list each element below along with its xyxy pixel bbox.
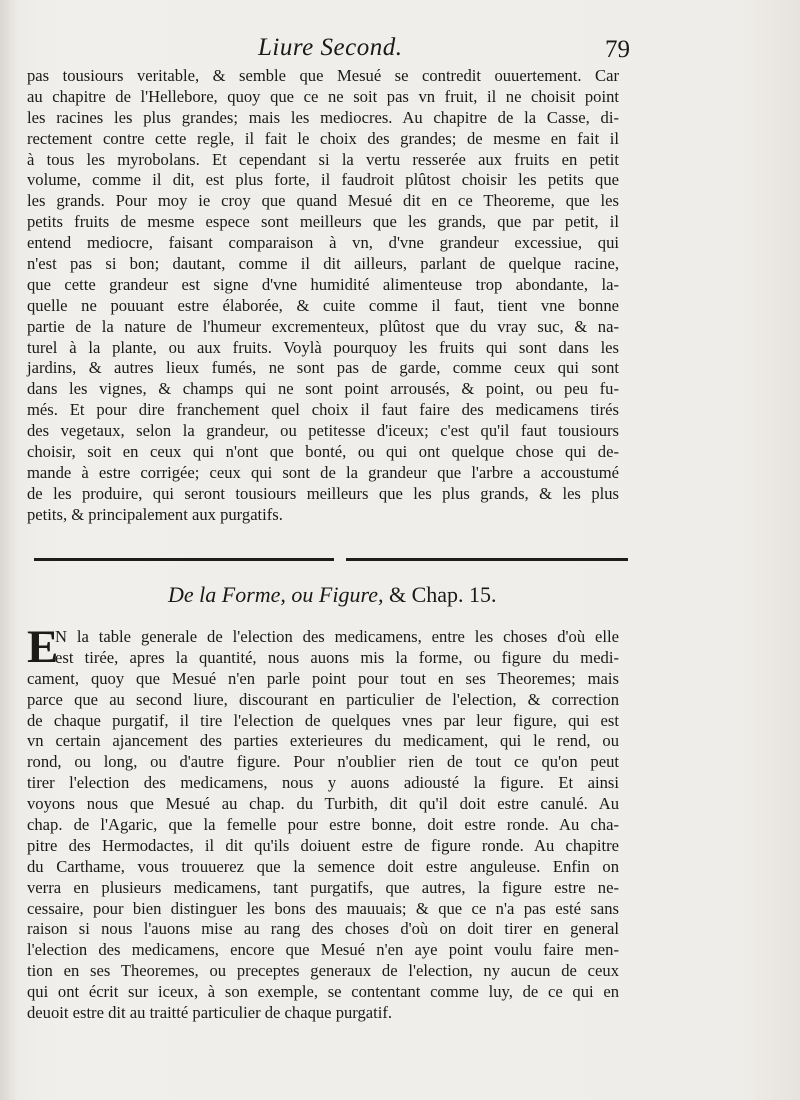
text-line: de les produire, qui seront tousiours meilleurs que les plus grands, & les plus xyxy=(27,483,619,503)
text-line: du Carthame, vous trouuerez que la semence doit estre anguleuse. Enfin on xyxy=(27,856,619,876)
text-line: partie de la nature de l'humeur excrementeux, plûtost que du vray suc, & na- xyxy=(27,316,619,336)
text-line: qui ont écrit sur iceux, à son exemple, se contentant comme luy, de ce qui en xyxy=(27,982,619,1002)
text-line: les racines les plus grandes; mais les mediocres. Au chapitre de la Casse, di- xyxy=(27,107,619,127)
text-line: de chaque purgatif, il tire l'election de quelques vnes par leur figure, qui est xyxy=(27,710,619,730)
text-line: tion en ses Theoremes, ou preceptes generaux de l'election, ny aucun de ceux xyxy=(27,961,619,981)
text-line: parce que au second liure, discourant en particulier de l'election, & correction xyxy=(27,689,619,709)
page-number: 79 xyxy=(605,36,630,63)
text-line: mande à estre corrigée; ceux qui sont de la grandeur que l'arbre a accoustumé xyxy=(27,462,619,482)
text-line: rectement contre cette regle, il fait le choix des grandes; de mesme en fait il xyxy=(27,128,619,148)
text-line: que cette grandeur est signe d'vne humidité alimenteuse trop abondante, la- xyxy=(27,274,619,294)
text-line: des vegetaux, selon la grandeur, ou petitesse d'iceux; c'est qu'il faut tousiours xyxy=(27,421,619,441)
text-line: entend mediocre, faisant comparaison à vn, d'vne grandeur excessiue, qui xyxy=(27,233,619,253)
text-line: turel à la plante, ou aux fruits. Voylà pourquoy les fruits qui sont dans les xyxy=(27,337,619,357)
section-rule-right xyxy=(346,558,628,561)
chapter-heading xyxy=(168,582,497,608)
text-line: à tous les myrobolans. Et cependant si la vertu resserée aux fruits en petit xyxy=(27,149,619,169)
text-line: chap. de l'Agaric, que la femelle pour estre bonne, doit estre ronde. Au cha- xyxy=(27,815,619,835)
text-line: quelle ne pouuant estre élaborée, & cuite comme il faut, tient vne bonne xyxy=(27,295,619,315)
text-line: raison si nous l'auons mise au rang des choses d'où on doit tirer en general xyxy=(27,919,619,939)
text-line: jardins, & autres lieux fumés, ne sont pas de garde, comme ceux qui sont xyxy=(27,358,619,378)
paragraph-continued xyxy=(27,66,619,526)
text-line: l'election des medicamens, encore que Mesué n'en aye point voulu faire men- xyxy=(27,940,619,960)
text-line: verra en plusieurs medicamens, tant purgatifs, que autres, la figure estre ne- xyxy=(27,877,619,897)
text-line: choisir, soit en ceux qui n'ont que bonté, ou qui ont quelque chose qui de- xyxy=(27,442,619,462)
text-line: au chapitre de l'Hellebore, quoy que ce ne soit pas vn fruit, il ne choisit point xyxy=(27,86,619,106)
text-line: pas tousiours veritable, & semble que Mesué se contredit ouuertement. Car xyxy=(27,66,619,85)
text-line: pitre des Hermodactes, il dit qu'ils doiuent estre de figure ronde. Au chapitre xyxy=(27,835,619,855)
text-line: cament, quoy que Mesué n'en parle point pour tout en ses Theoremes; mais xyxy=(27,668,619,688)
text-line: n'est pas si bon; dautant, comme il dit ailleurs, parlant de quelque racine, xyxy=(27,254,619,274)
text-line: petits fruits de mesme espece sont meilleurs que les grands, que par petit, il xyxy=(27,212,619,232)
text-line: vn certain ajancement des parties exterieures du medicament, qui le rend, ou xyxy=(27,731,619,751)
text-line: rond, ou long, ou d'autre figure. Pour n'oublier rien de tout ce qu'on peut xyxy=(27,752,619,772)
text-line: cessaire, pour bien distinguer les bons des mauuais; & que ce n'a pas esté sans xyxy=(27,898,619,918)
chapter-heading-italic: De la Forme, ou Figure, xyxy=(168,582,384,607)
section-rule-left xyxy=(34,558,334,561)
text-line: voyons nous que Mesué au chap. du Turbith, dit qu'il doit estre canulé. Au xyxy=(27,794,619,814)
text-line: est tirée, apres la quantité, nous auons mis la forme, ou figure du medi- xyxy=(55,647,619,667)
chapter-heading-roman: & Chap. 15. xyxy=(388,582,497,607)
text-line: volume, comme il dit, est plus forte, il faudroit plûtost choisir les petits que xyxy=(27,170,619,190)
chapter-paragraph xyxy=(27,621,619,1024)
text-line-first-content: N la table generale de l'election des medicamens, entre les choses d'où elle xyxy=(55,627,619,646)
text-line: més. Et pour dire franchement quel choix il faut faire des medicamens tirés xyxy=(27,400,619,420)
text-line: petits, & principalement aux purgatifs. xyxy=(27,504,283,524)
drop-cap: E xyxy=(27,621,59,673)
text-line: les grands. Pour moy ie croy que quand Mesué dit en ce Theoreme, que les xyxy=(27,191,619,211)
text-line: deuoit estre dit au traitté particulier de chaque purgatif. xyxy=(27,1003,393,1023)
text-line: dans les vignes, & champs qui ne sont point arrousés, & point, ou peu fu- xyxy=(27,379,619,399)
text-line: tirer l'election des medicamens, nous y auons adiousté la figure. Et ainsi xyxy=(27,773,619,793)
running-head xyxy=(0,34,800,68)
running-head-title: Liure Second. xyxy=(258,34,403,61)
